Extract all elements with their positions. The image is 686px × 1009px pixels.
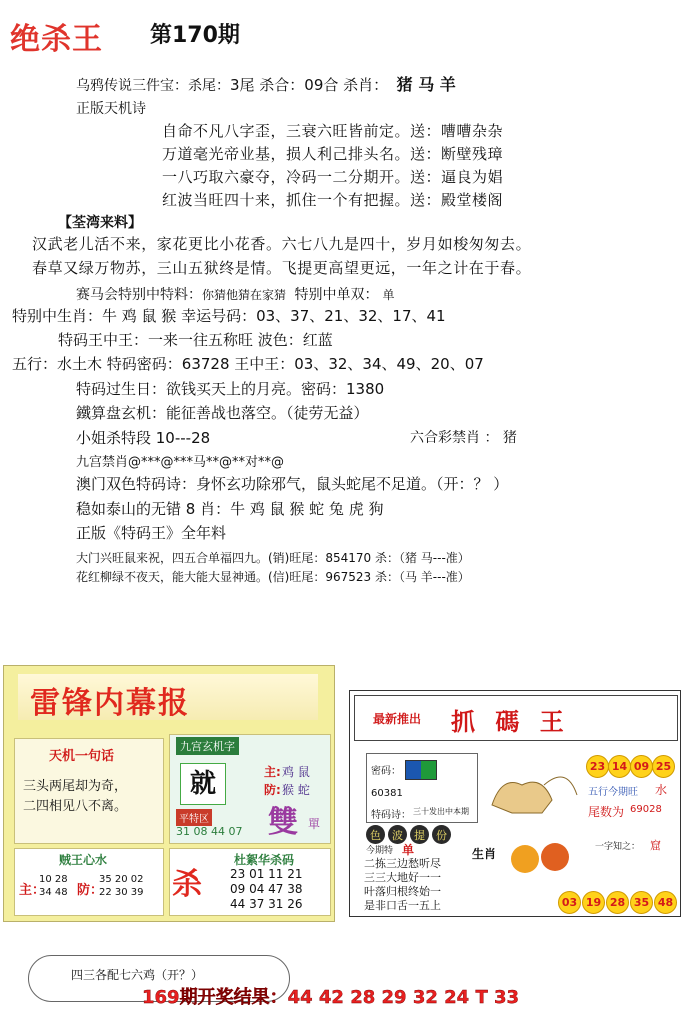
zodiac-label: 生肖 [472,847,497,861]
intro-values: 3尾 杀合：09合 杀肖： [230,76,389,94]
sentence-label: 一字知之： [595,842,641,852]
kill-title: 杜絮华杀码 [234,853,295,867]
cloud-text: 四三各配七六鸡（开？） [71,968,204,982]
top-ball-1: 23 [586,755,609,778]
big-char: 就 [180,763,226,805]
tema-val: 三十发出中本期 [413,807,469,816]
sky-line-2: 二四相见八不离。 [23,799,128,814]
heart-box [14,848,164,916]
logo-icon [405,760,437,780]
leifeng-poster [3,665,335,922]
tip-label: 今期特 [366,846,394,856]
zhuama-title: 抓 碼 王 [451,707,570,736]
door-line-2: 花红柳绿不夜天，能大能大显神通。(信)旺尾：967523 杀：（马 羊---准） [76,570,470,584]
flat-label: 平特区 [176,809,212,826]
flat-nums: 31 08 44 07 [176,825,243,838]
top-ball-3: 09 [630,755,653,778]
code-panel [366,753,478,823]
tema-label: 特码诗： [371,810,411,821]
birthday-line: 特码过生日：欲钱买天上的月亮。密码：1380 [76,380,385,398]
eight-line: 稳如泰山的无错 8 肖：牛 鸡 鼠 猴 蛇 兔 虎 狗 [76,500,384,518]
top-ball-4: 25 [652,755,675,778]
zhuama-header [354,695,678,741]
leifeng-title-box [18,674,318,720]
sentence-val: 窟 [650,839,661,852]
tail-val: 69028 [630,804,662,815]
animal-sketch [482,755,582,821]
race-odd-even-val: 单 [382,288,395,302]
door-line-1: 大门兴旺鼠来祝，四五合单福四九。(销)旺尾：854170 杀：（猪 马---准） [76,551,470,565]
heart-grid-b: 35 20 02 22 30 39 [99,874,144,898]
palace-box [169,734,331,844]
annual-line: 正版《特码王》全年料 [76,524,227,542]
sky-box [14,738,164,844]
nine-palace-line: 九宫禁肖@***@***马**@**对**@ [76,455,285,470]
rooster-icon [500,831,580,881]
double-char: 雙 [268,805,298,840]
zhu-val: 鸡 鼠 [282,765,310,779]
heart-zhu: 主： [19,883,46,898]
dog-drawing-icon [482,755,582,821]
race-odd-even: 特别中单双： [294,287,379,303]
race-line [76,284,394,304]
miss-kill-line: 小姐杀特段 10---28 [76,429,211,447]
rooster-drawing [500,831,580,881]
color-btn-1: 色 [366,825,385,844]
source-line-1: 汉武老儿活不来，家花更比小花香。六七八九是四十，岁月如梭匆匆去。 [32,235,532,253]
race-label: 赛马会特别中特料： [76,287,202,303]
intro-zodiacs: 猪 马 羊 [396,75,456,94]
logo: 绝杀王 [10,22,103,57]
five-elements: 五行：水土木 特码密码：63728 王中王：03、32、34、49、20、07 [12,355,484,373]
wuxing-label: 五行今期旺 [588,787,638,798]
code-label: 密码： [371,766,401,777]
king-line: 特码王中王：一来一往五称旺 波色：红蓝 [58,331,333,349]
right-poem-2: 三三大地好一一 [364,871,441,884]
zhu-label: 主: [264,765,281,779]
sky-title: 天机一句话 [49,749,115,764]
color-btn-3: 提 [410,825,429,844]
fang-label: 防: [264,783,281,797]
poem-line-1: 自命不凡八字歪，三衰六旺皆前定。送：嘈嘈杂杂 [162,122,504,140]
six-ban-line: 六合彩禁肖 ： 猪 [410,430,517,446]
right-poem-3: 叶落归根终始一 [364,885,441,898]
macau-line: 澳门双色特码诗：身怀玄功除邪气，鼠头蛇尾不足道。（开：？ ） [76,475,509,493]
kill-row-1: 23 01 11 21 [230,867,303,881]
kill-char: 杀 [172,867,202,902]
single-char: 單 [308,817,321,831]
kill-row-2: 09 04 47 38 [230,882,303,896]
poem-line-2: 万道毫光帝业基，损人利己排头名。送：断壁残璋 [162,145,504,163]
tail-label: 尾数为 [588,805,625,819]
result-line: 169期开奖结果：44 42 28 29 32 24 T 33 [142,987,520,1008]
abacus-line: 鐵算盘玄机：能征善战也落空。（徒劳无益） [76,404,369,422]
top-ball-2: 14 [608,755,631,778]
heart-title: 贼王心水 [59,853,108,867]
intro-line [76,72,456,95]
poem-line-4: 红波当旺四十来，抓住一个有把握。送：殿堂楼阁 [162,191,504,209]
intro-prefix: 乌鸦传说三件宝：杀尾： [76,78,230,94]
bottom-ball-2: 19 [582,891,605,914]
tip-val: 单 [402,843,415,857]
sky-line-1: 三头两尾却为奇， [23,779,128,794]
leifeng-title: 雷锋内幕报 [30,686,190,721]
wuxing-val: 水 [655,783,668,797]
kill-box [169,848,331,916]
kill-row-3: 44 37 31 26 [230,897,303,911]
poem-line-3: 一八巧取六豪夺，冷码一二分期开。送：逼良为娼 [162,168,504,186]
color-btn-4: 份 [432,825,451,844]
bottom-ball-3: 28 [606,891,629,914]
bottom-ball-4: 35 [630,891,653,914]
right-poem-4: 是非口舌一五上 [364,899,441,912]
fang-val: 猴 蛇 [282,783,310,797]
source-line-2: 春草又绿万物苏，三山五狱终是情。飞提更高望更远，一年之计在于春。 [32,259,532,277]
new-label: 最新推出 [373,712,422,726]
zhuama-poster [349,690,681,917]
color-btn-2: 波 [388,825,407,844]
palace-title: 九宫玄机字 [176,737,239,755]
right-poem-1: 二拣三边愁听尽 [364,857,441,870]
race-riddle: 你猜他猜在家猜 [202,288,287,302]
poem-title: 正版天机诗 [76,101,146,117]
issue-number: 第170期 [150,23,240,48]
bottom-ball-1: 03 [558,891,581,914]
code-val: 60381 [371,788,403,799]
source-label: 【荃湾来料】 [58,215,142,231]
bottom-ball-5: 48 [654,891,677,914]
heart-fang: 防： [77,883,104,898]
heart-grid-a: 10 28 34 48 [39,874,68,898]
special-zodiac: 特别中生肖：牛 鸡 鼠 猴 幸运号码：03、37、21、32、17、41 [12,307,446,325]
